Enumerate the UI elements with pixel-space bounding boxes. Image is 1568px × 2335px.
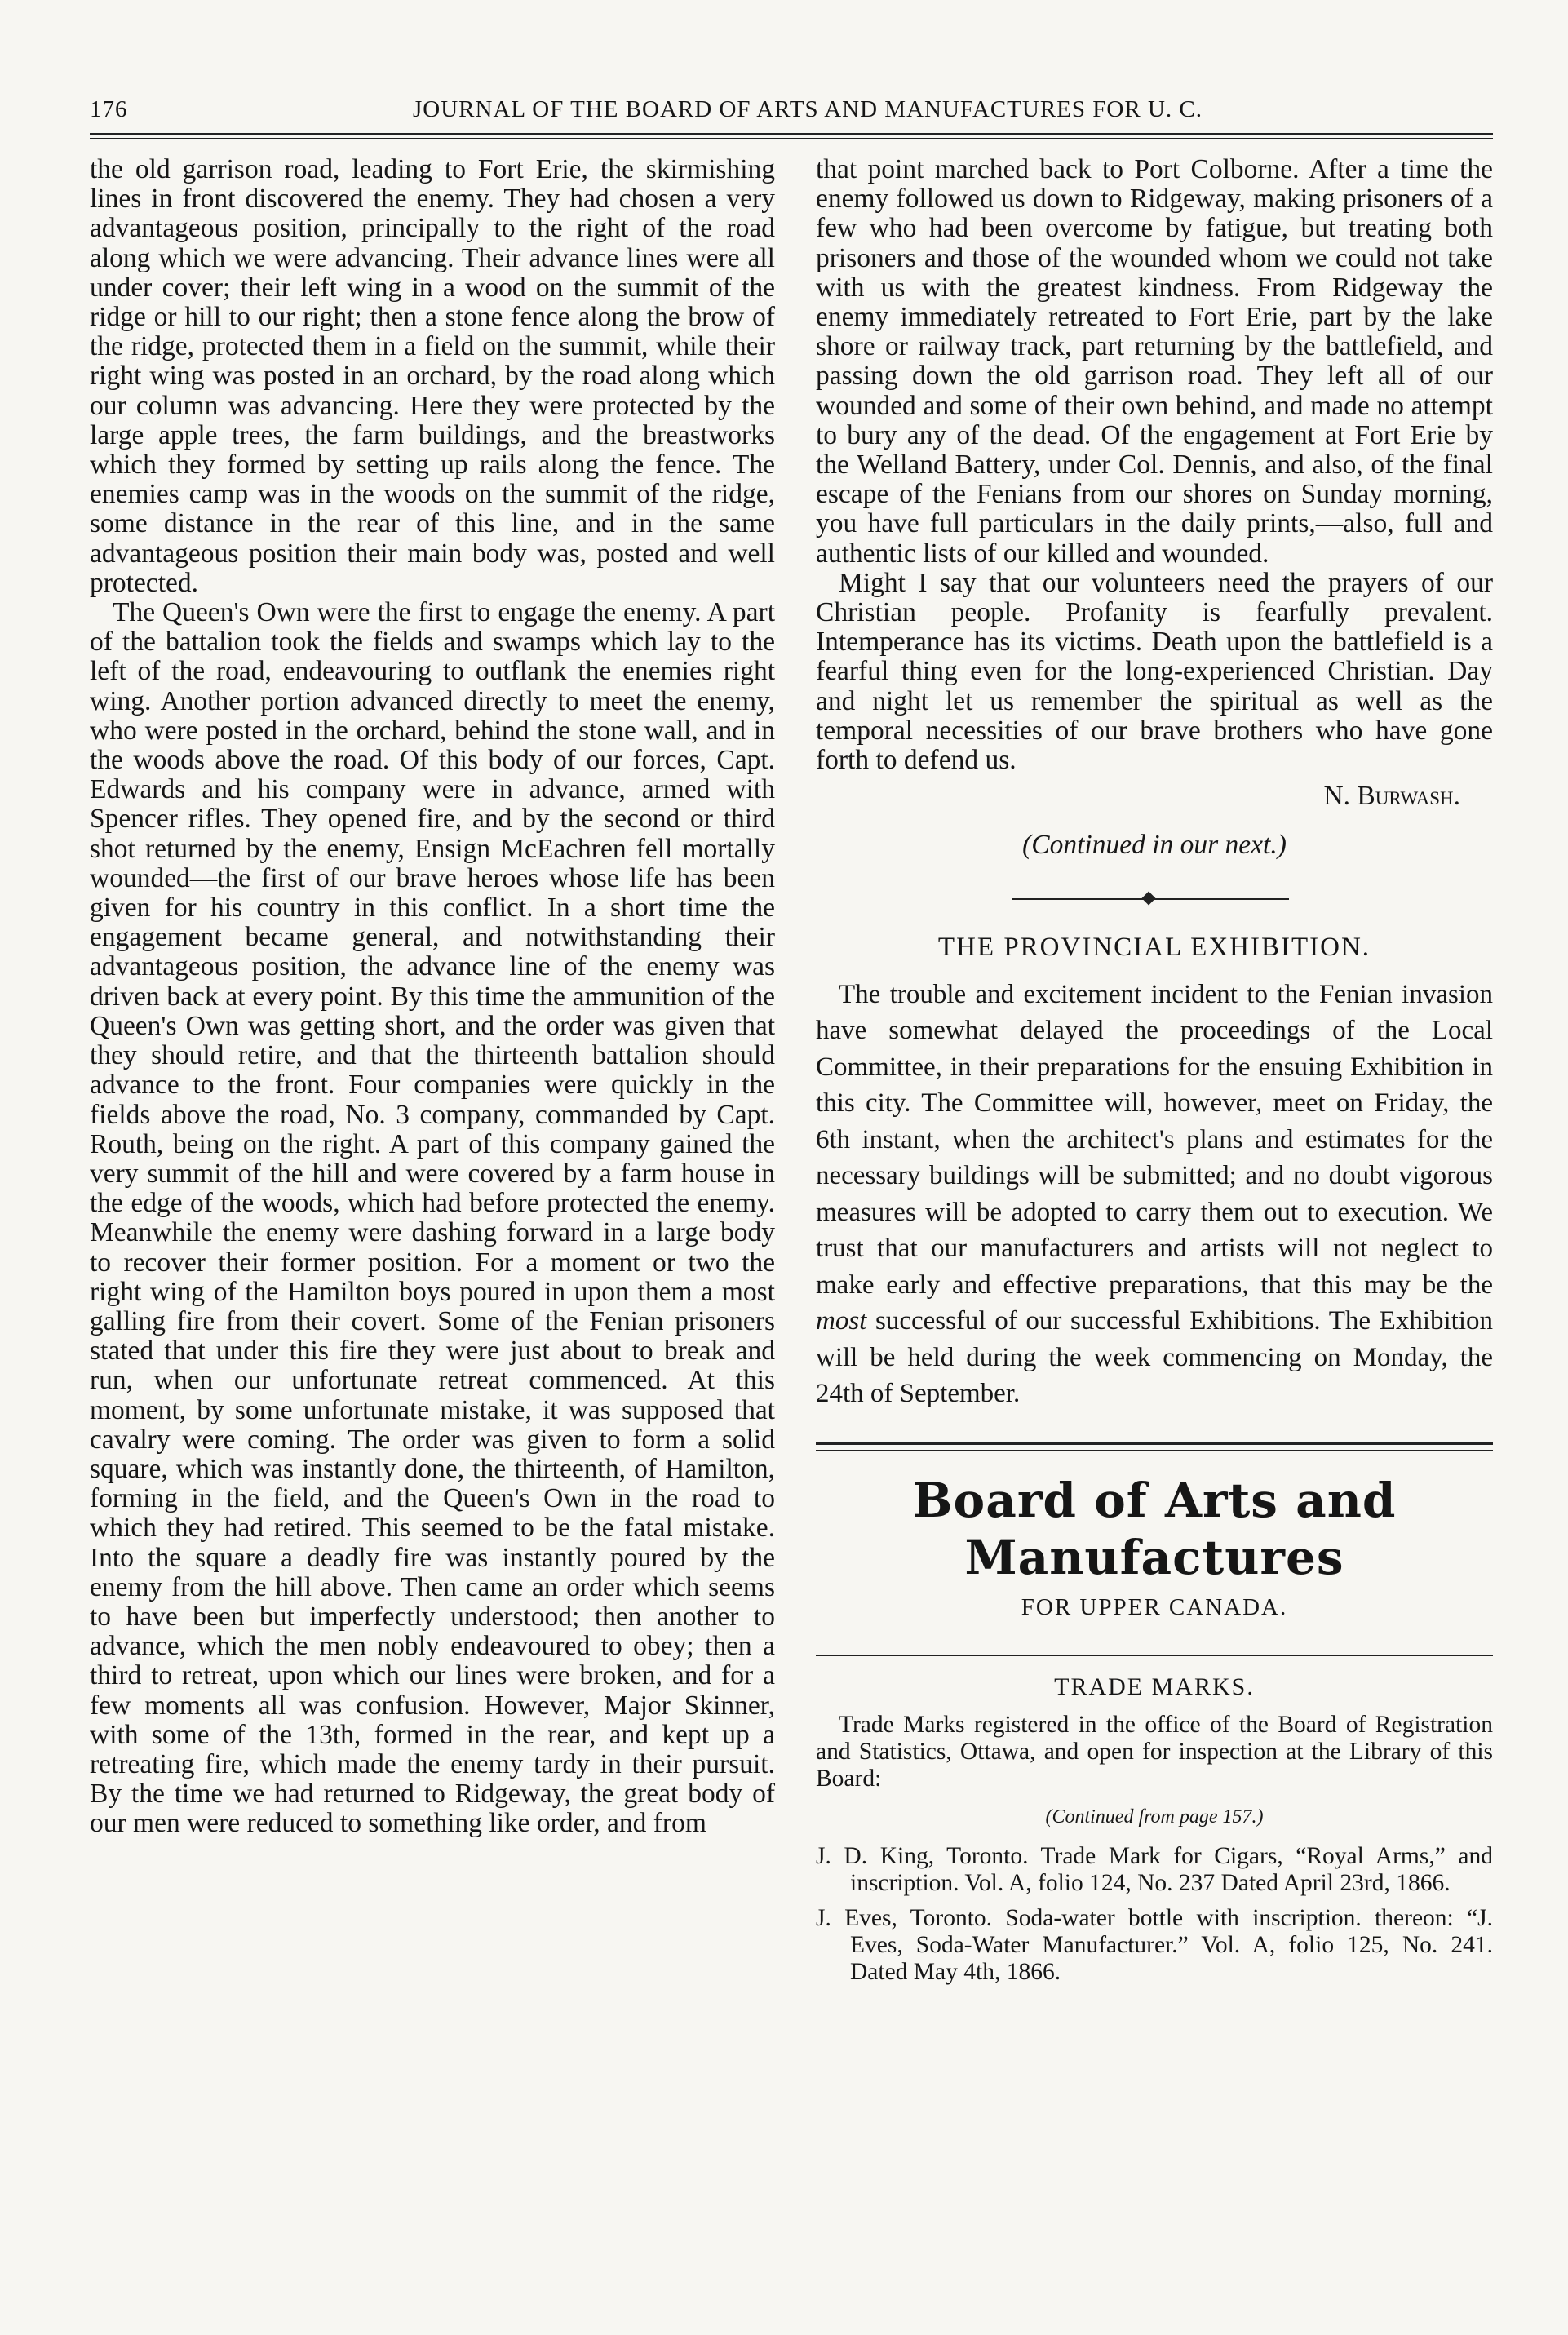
section-double-rule (816, 1442, 1493, 1451)
running-title: JOURNAL OF THE BOARD OF ARTS AND MANUFACTURES FOR U. C. (413, 96, 1203, 122)
trade-marks-intro: Trade Marks registered in the office of the Board of Registration and Statistics, Ottawa, and open for inspection at the Library of this Board: (816, 1712, 1493, 1792)
exhibition-text-emphasis: most (816, 1306, 867, 1336)
header-rule (90, 133, 1493, 135)
trade-mark-entry: J. D. King, Toronto. Trade Mark for Cigars, “Royal Arms,” and inscription. Vol. A, folio 124, No. 237 Dated April 23rd, 1866. (816, 1843, 1493, 1897)
trade-mark-entry: J. Eves, Toronto. Soda-water bottle with inscription. thereon: “J. Eves, Soda-Water Manufacturer.” Vol. A, folio 125, No. 241. Dated May 4th, 1866. (816, 1905, 1493, 1986)
ornament-diamond-icon (1142, 891, 1156, 905)
section-ornament (816, 880, 1493, 910)
exhibition-text-b: successful of our successful Exhibitions. The Exhibition will be held during the week commencing on Monday, the 24th of September. (816, 1306, 1493, 1409)
right-paragraph-2: Might I say that our volunteers need the prayers of our Christian people. Profanity is fearfully prevalent. Intemperance has its victims. Death upon the battlefield is a fearful thing even for the long-experienced Christian. Day and night let us remember the spiritual as well as the temporal necessities of our brave brothers who have gone forth to defend us. (816, 567, 1493, 776)
right-paragraph-1: that point marched back to Port Colborne. After a time the enemy followed us down to Ridgeway, making prisoners of a few who had been overcome by fatigue, but treating both prisoners and those of the wounded whom we could not take with us with the greatest kindness. From Ridgeway the enemy immediately retreated to Fort Erie, part by the lake shore or railway track, part returning by the battlefield, and passing down the old garrison road. They left all of our wounded and some of their own behind, and made no attempt to bury any of the dead. Of the engagement at Fort Erie by the Welland Battery, under Col. Dennis, and also, of the final escape of the Fenians from our shores on Sunday morning, you have full particulars in the daily prints,—also, full and authentic lists of our killed and wounded. (816, 154, 1493, 569)
trade-marks-heading: TRADE MARKS. (1054, 1673, 1255, 1701)
section-rule (816, 1655, 1493, 1656)
board-subheading: FOR UPPER CANADA. (1021, 1593, 1288, 1620)
page-header (90, 90, 1493, 139)
exhibition-heading: THE PROVINCIAL EXHIBITION. (937, 932, 1371, 962)
left-paragraph-2: The Queen's Own were the first to engage the enemy. A part of the battalion took the fields and swamps which lay to the left of the road, endeavouring to outflank the enemies right wing. Another portion advanced directly to meet the enemy, who were posted in the orchard, behind the stone wall, and in the woods above the road. Of this body of our forces, Capt. Edwards and his company were in advance, armed with Spencer rifles. They opened fire, and by the second or third shot returned by the enemy, Ensign McEachren fell mortally wounded—the first of our brave heroes whose life has been given for his country in this conflict. In a short time the engagement became general, and notwithstanding their advantageous position, the advance line of the enemy was driven back at every point. By this time the ammunition of the Queen's Own was getting short, and the order was given that they should retire, and that the thirteenth battalion should advance to the front. Four companies were quickly in the fields above the road, No. 3 company, commanded by Capt. Routh, being on the right. A part of this company gained the very summit of the hill and were covered by a farm house in the edge of the woods, which had before protected the enemy. Meanwhile the enemy were dashing forward in a large body to recover their former position. For a moment or two the right wing of the Hamilton boys poured in upon them a most galling fire from their covert. Some of the Fenian prisoners stated that under this fire they were just about to break and run, when our unfortunate retreat commenced. At this moment, by some unfortunate mistake, it was supposed that cavalry were coming. The order was given to form a solid square, which was instantly done, the thirteenth, of Hamilton, forming in the field, and the Queen's Own in the road to which they had retired. This seemed to be the fatal mistake. Into the square a deadly fire was instantly poured by the enemy from the hill above. Then came an order which seems to have been but imperfectly understood; then another to advance, which the men nobly endeavoured to obey; then a third to retreat, upon which our lines were broken, and for a few moments all was confusion. However, Major Skinner, with some of the 13th, formed in the rear, and kept up a retreating fire, which made the enemy tardy in their pursuit. By the time we had returned to Ridgeway, the great body of our men were reduced to something like order, and from (90, 597, 775, 1839)
exhibition-text-a: The trouble and excitement incident to the Fenian invasion have somewhat delayed the proceedings of the Local Committee, in their preparations for the ensuing Exhibition in this city. The Committee will, however, meet on Friday, the 6th instant, when the architect's plans and estimates for the necessary buildings will be submitted; and no doubt vigorous measures will be adopted to carry them out to execution. We trust that our manufacturers and artists will not neglect to make early and effective preparations, that this may be the (816, 979, 1493, 1300)
page-number: 176 (90, 96, 128, 122)
continued-note: (Continued in our next.) (1022, 830, 1287, 861)
author-signature: N. Burwash. (1323, 781, 1460, 812)
left-column (90, 155, 775, 1839)
left-paragraph-1: the old garrison road, leading to Fort Erie, the skirmishing lines in front discovered the enemy. They had chosen a very advantageous position, principally to the right of the road along which we were advancing. Their advance lines were all under cover; their left wing in a wood on the summit of the ridge or hill to our right; then a stone fence along the brow of the ridge, protected them in a field on the summit, while their right wing was posted in an orchard, by the road along which our column was advancing. Here they were protected by the large apple trees, the farm buildings, and the breastworks which they formed by setting up rails along the fence. The enemies camp was in the woods on the summit of the ridge, some distance in the rear of this line, and in the same advantageous position their main body was, posted and well protected. (90, 154, 775, 598)
right-column (816, 155, 1493, 1986)
header-rule-thin (90, 138, 1493, 139)
board-heading: Board of Arts and Manufactures (912, 1472, 1397, 1585)
exhibition-paragraph (816, 977, 1493, 1412)
trade-marks-continued: (Continued from page 157.) (1045, 1806, 1264, 1828)
